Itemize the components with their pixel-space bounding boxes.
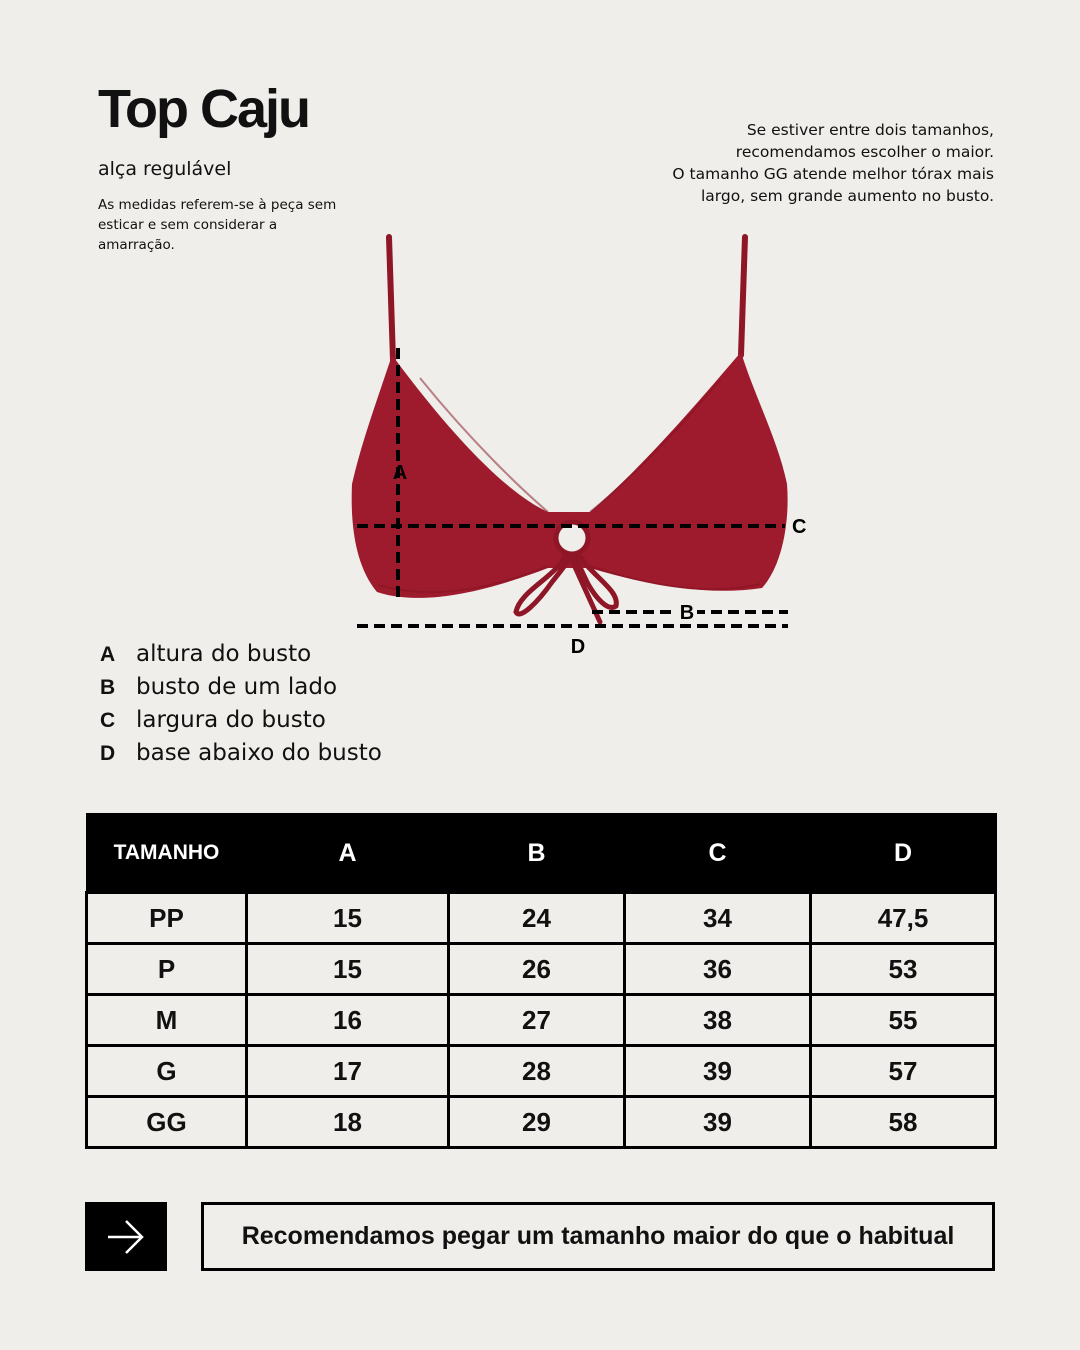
measurement-legend [100, 641, 382, 773]
table-cell: 15 [247, 944, 449, 995]
diagram-label-d: D [570, 636, 586, 658]
column-header-b: B [449, 814, 625, 893]
table-cell: 15 [247, 893, 449, 944]
table-header-row [87, 814, 996, 893]
size-tip-line: O tamanho GG atende melhor tórax mais [672, 165, 994, 183]
table-row [87, 995, 996, 1046]
size-tip-line: recomendamos escolher o maior. [735, 143, 994, 161]
diagram-label-a: A [392, 462, 408, 484]
table-cell: 24 [449, 893, 625, 944]
table-cell: 39 [625, 1097, 811, 1148]
table-cell: 34 [625, 893, 811, 944]
table-cell: 47,5 [811, 893, 996, 944]
table-cell: 36 [625, 944, 811, 995]
legend-key: A [100, 643, 116, 666]
legend-item [100, 641, 382, 674]
arrow-right-icon [106, 1217, 146, 1257]
legend-label: largura do busto [136, 707, 326, 733]
table-cell: 26 [449, 944, 625, 995]
size-cell: PP [87, 893, 247, 944]
recommendation-box [201, 1202, 995, 1271]
table-cell: 38 [625, 995, 811, 1046]
table-cell: 17 [247, 1046, 449, 1097]
table-cell: 18 [247, 1097, 449, 1148]
measurement-note: As medidas referem-se à peça sem esticar e sem considerar a amarração. [98, 197, 337, 253]
table-row [87, 1097, 996, 1148]
table-cell: 28 [449, 1046, 625, 1097]
table-cell: 39 [625, 1046, 811, 1097]
recommendation-text: Recomendamos pegar um tamanho maior do que o habitual [241, 1222, 955, 1250]
diagram-label-b: B [679, 602, 695, 624]
legend-item [100, 740, 382, 773]
legend-item [100, 707, 382, 740]
column-header-d: D [811, 814, 996, 893]
table-row [87, 1046, 996, 1097]
legend-key: D [100, 742, 116, 765]
arrow-badge [85, 1202, 167, 1271]
table-cell: 53 [811, 944, 996, 995]
size-tip-line: Se estiver entre dois tamanhos, [746, 121, 994, 139]
size-table [85, 813, 997, 1149]
legend-label: base abaixo do busto [136, 740, 382, 766]
table-cell: 58 [811, 1097, 996, 1148]
size-cell: M [87, 995, 247, 1046]
size-tip-line: largo, sem grande aumento no busto. [700, 187, 994, 205]
size-cell: GG [87, 1097, 247, 1148]
page-title: Top Caju [98, 79, 309, 139]
column-header-size: TAMANHO [87, 814, 247, 893]
table-cell: 27 [449, 995, 625, 1046]
table-cell: 16 [247, 995, 449, 1046]
table-row [87, 893, 996, 944]
legend-label: busto de um lado [136, 674, 338, 700]
size-cell: G [87, 1046, 247, 1097]
bikini-top-icon [352, 237, 788, 622]
legend-label: altura do busto [136, 641, 312, 667]
size-cell: P [87, 944, 247, 995]
table-row [87, 944, 996, 995]
legend-item [100, 674, 382, 707]
size-tip [634, 119, 994, 207]
table-cell: 29 [449, 1097, 625, 1148]
product-subtitle: alça regulável [98, 158, 232, 180]
legend-key: B [100, 676, 116, 699]
diagram-label-c: C [792, 516, 807, 538]
table-cell: 57 [811, 1046, 996, 1097]
column-header-a: A [247, 814, 449, 893]
measurement-diagram [330, 225, 830, 665]
column-header-c: C [625, 814, 811, 893]
legend-key: C [100, 709, 116, 732]
table-cell: 55 [811, 995, 996, 1046]
